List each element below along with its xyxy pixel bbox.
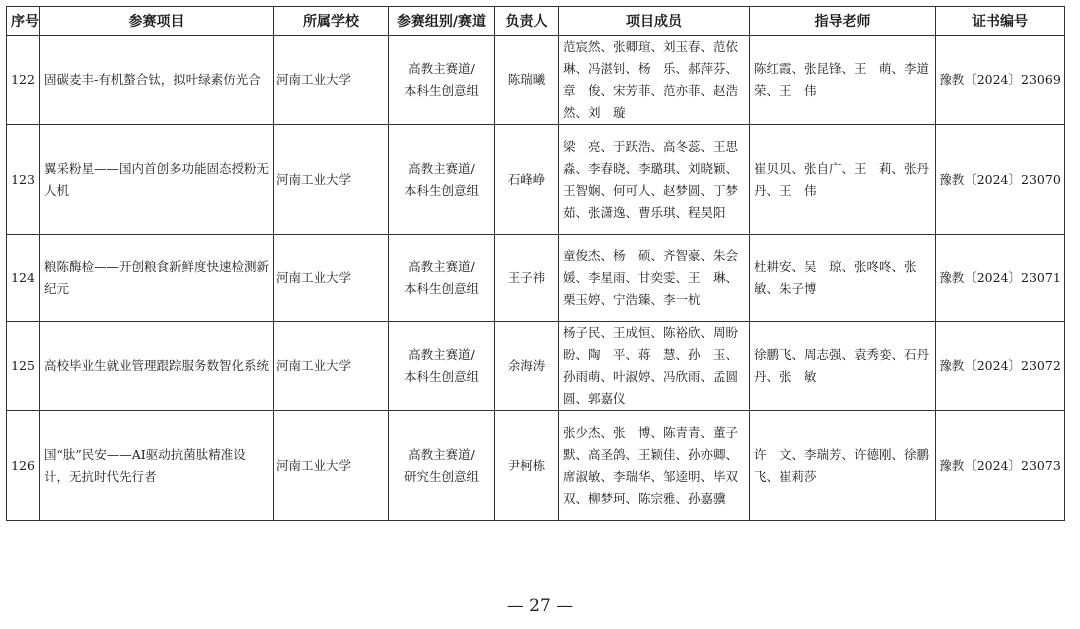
cell-school: 河南工业大学 bbox=[274, 411, 389, 521]
cell-leader: 余海涛 bbox=[495, 322, 559, 411]
cell-advisors: 崔贝贝、张自广、王 莉、张丹丹、王 伟 bbox=[750, 125, 936, 235]
cell-leader: 尹柯栋 bbox=[495, 411, 559, 521]
cell-members: 童俊杰、杨 硕、齐智豪、朱会媛、李星雨、甘奕雯、王 琳、栗玉婷、宁浩臻、李一杭 bbox=[559, 235, 750, 322]
header-members: 项目成员 bbox=[559, 7, 750, 36]
header-cert: 证书编号 bbox=[936, 7, 1065, 36]
cell-no: 124 bbox=[7, 235, 40, 322]
cell-no: 122 bbox=[7, 36, 40, 125]
table-row bbox=[7, 125, 1065, 235]
cell-advisors: 许 文、李瑞芳、许德刚、徐鹏飞、崔莉莎 bbox=[750, 411, 936, 521]
cell-school: 河南工业大学 bbox=[274, 36, 389, 125]
cell-advisors: 陈红霞、张昆锋、王 萌、李道荣、王 伟 bbox=[750, 36, 936, 125]
header-project: 参赛项目 bbox=[40, 7, 274, 36]
table-row bbox=[7, 235, 1065, 322]
track-line-2: 研究生创意组 bbox=[403, 468, 479, 484]
award-table bbox=[6, 6, 1065, 521]
cell-project: 固碳麦丰-有机螯合钛，拟叶绿素仿光合 bbox=[40, 36, 274, 125]
table-row bbox=[7, 36, 1065, 125]
cell-track bbox=[389, 411, 495, 521]
track-line-2: 本科生创意组 bbox=[403, 182, 479, 198]
cell-members: 范宸然、张卿瑄、刘玉春、范依琳、冯湛钊、杨 乐、郝萍芬、章 俊、宋芳菲、范亦菲、赵浩然、刘 璇 bbox=[559, 36, 750, 125]
cell-cert: 豫教〔2024〕23070 bbox=[936, 125, 1065, 235]
cell-members: 张少杰、张 博、陈青青、董子默、高圣鸽、王颖佳、孙亦卿、席淑敏、李瑞华、邹逵明、毕双双、柳梦珂、陈宗雅、孙嘉骥 bbox=[559, 411, 750, 521]
page-number: — 27 — bbox=[506, 596, 574, 616]
cell-track bbox=[389, 235, 495, 322]
cell-cert: 豫教〔2024〕23071 bbox=[936, 235, 1065, 322]
track-line-2: 本科生创意组 bbox=[403, 83, 479, 98]
track-line-1: 高教主赛道/ bbox=[408, 160, 475, 176]
track-line-1: 高教主赛道/ bbox=[408, 446, 475, 462]
cell-members: 杨子民、王成恒、陈裕欣、周盼盼、陶 平、蒋 慧、孙 玉、孙雨萌、叶淑婷、冯欣雨、孟圆圆、郭嘉仪 bbox=[559, 322, 750, 411]
track-line-1: 高教主赛道/ bbox=[408, 259, 475, 274]
header-track: 参赛组别/赛道 bbox=[389, 7, 495, 36]
cell-no: 123 bbox=[7, 125, 40, 235]
cell-advisors: 徐鹏飞、周志强、袁秀娈、石丹丹、张 敏 bbox=[750, 322, 936, 411]
cell-no: 125 bbox=[7, 322, 40, 411]
award-table-page bbox=[6, 6, 1064, 521]
header-no: 序号 bbox=[7, 7, 40, 36]
cell-track bbox=[389, 322, 495, 411]
table-row bbox=[7, 411, 1065, 521]
cell-project: 高校毕业生就业管理跟踪服务数智化系统 bbox=[40, 322, 274, 411]
cell-project: 粮陈酶检——开创粮食新鲜度快速检测新纪元 bbox=[40, 235, 274, 322]
cell-leader: 陈瑞曦 bbox=[495, 36, 559, 125]
cell-leader: 石峰峥 bbox=[495, 125, 559, 235]
cell-cert: 豫教〔2024〕23073 bbox=[936, 411, 1065, 521]
cell-cert: 豫教〔2024〕23072 bbox=[936, 322, 1065, 411]
table-header-row bbox=[7, 7, 1065, 36]
cell-project: 国“肽”民安——AI驱动抗菌肽精准设计，无抗时代先行者 bbox=[40, 411, 274, 521]
cell-members: 梁 亮、于跃浩、高冬蕊、王思淼、李春晓、李璐琪、刘晓颖、王智娴、何可人、赵梦圆、丁梦茹、张潇逸、曹乐琪、程昊阳 bbox=[559, 125, 750, 235]
cell-no: 126 bbox=[7, 411, 40, 521]
cell-project: 翼采粉星——国内首创多功能固态授粉无人机 bbox=[40, 125, 274, 235]
cell-cert: 豫教〔2024〕23069 bbox=[936, 36, 1065, 125]
track-line-2: 本科生创意组 bbox=[403, 281, 479, 296]
header-leader: 负责人 bbox=[495, 7, 559, 36]
track-line-1: 高教主赛道/ bbox=[408, 347, 475, 362]
table-row bbox=[7, 322, 1065, 411]
cell-school: 河南工业大学 bbox=[274, 235, 389, 322]
cell-track bbox=[389, 36, 495, 125]
track-line-2: 本科生创意组 bbox=[403, 369, 479, 384]
track-line-1: 高教主赛道/ bbox=[408, 61, 475, 76]
cell-advisors: 杜耕安、吴 琼、张咚咚、张 敏、朱子博 bbox=[750, 235, 936, 322]
cell-school: 河南工业大学 bbox=[274, 125, 389, 235]
header-school: 所属学校 bbox=[274, 7, 389, 36]
cell-track bbox=[389, 125, 495, 235]
cell-leader: 王子祎 bbox=[495, 235, 559, 322]
cell-school: 河南工业大学 bbox=[274, 322, 389, 411]
header-advisors: 指导老师 bbox=[750, 7, 936, 36]
